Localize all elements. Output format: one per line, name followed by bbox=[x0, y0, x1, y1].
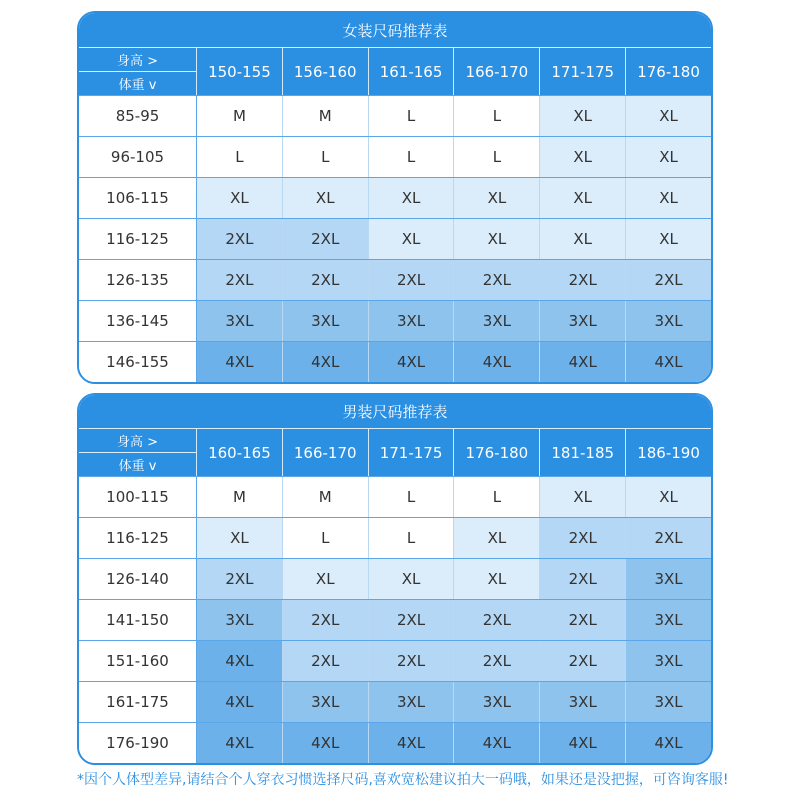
size-cell: 4XL bbox=[282, 342, 368, 382]
size-cell: XL bbox=[368, 178, 454, 218]
women-size-table bbox=[77, 11, 713, 384]
table-row bbox=[79, 681, 711, 722]
size-cell: XL bbox=[282, 559, 368, 599]
weight-range-label: 151-160 bbox=[79, 641, 196, 681]
size-cell: L bbox=[282, 518, 368, 558]
size-cell: 3XL bbox=[539, 301, 625, 341]
height-range-header: 181-185 bbox=[539, 429, 625, 476]
size-cell: 3XL bbox=[625, 559, 711, 599]
size-cell: XL bbox=[625, 96, 711, 136]
weight-range-label: 176-190 bbox=[79, 723, 196, 763]
table-row bbox=[79, 136, 711, 177]
weight-range-label: 100-115 bbox=[79, 477, 196, 517]
size-cell: L bbox=[453, 477, 539, 517]
size-cell: 4XL bbox=[625, 723, 711, 763]
size-cell: XL bbox=[453, 559, 539, 599]
size-cell: XL bbox=[625, 137, 711, 177]
size-cell: XL bbox=[368, 559, 454, 599]
table-row bbox=[79, 300, 711, 341]
height-range-header: 156-160 bbox=[282, 48, 368, 95]
size-cell: L bbox=[368, 137, 454, 177]
size-cell: 4XL bbox=[196, 342, 282, 382]
size-cell: 2XL bbox=[282, 600, 368, 640]
size-cell: 4XL bbox=[196, 682, 282, 722]
size-cell: 2XL bbox=[196, 260, 282, 300]
table-row bbox=[79, 599, 711, 640]
table-row bbox=[79, 517, 711, 558]
size-cell: 3XL bbox=[625, 600, 711, 640]
height-axis-label: 身高 > bbox=[79, 48, 196, 72]
weight-range-label: 136-145 bbox=[79, 301, 196, 341]
size-cell: 4XL bbox=[196, 641, 282, 681]
size-cell: 4XL bbox=[368, 723, 454, 763]
height-range-header: 150-155 bbox=[196, 48, 282, 95]
size-cell: 4XL bbox=[625, 342, 711, 382]
size-cell: L bbox=[196, 137, 282, 177]
height-axis-label: 身高 > bbox=[79, 429, 196, 453]
size-cell: M bbox=[282, 477, 368, 517]
weight-axis-label: 体重 v bbox=[118, 78, 157, 93]
size-cell: 3XL bbox=[539, 682, 625, 722]
weight-range-label: 126-140 bbox=[79, 559, 196, 599]
size-cell: XL bbox=[453, 518, 539, 558]
size-cell: 4XL bbox=[539, 723, 625, 763]
size-cell: 3XL bbox=[625, 641, 711, 681]
table-title: 男装尺码推荐表 bbox=[79, 395, 711, 429]
table-row bbox=[79, 722, 711, 763]
table-row bbox=[79, 218, 711, 259]
size-cell: M bbox=[282, 96, 368, 136]
weight-range-label: 146-155 bbox=[79, 342, 196, 382]
size-cell: 4XL bbox=[196, 723, 282, 763]
table-row bbox=[79, 259, 711, 300]
size-cell: 4XL bbox=[453, 723, 539, 763]
weight-range-label: 141-150 bbox=[79, 600, 196, 640]
size-cell: 2XL bbox=[625, 260, 711, 300]
size-cell: XL bbox=[539, 137, 625, 177]
size-cell: 3XL bbox=[196, 301, 282, 341]
weight-range-label: 96-105 bbox=[79, 137, 196, 177]
size-cell: XL bbox=[539, 178, 625, 218]
size-cell: 3XL bbox=[453, 682, 539, 722]
size-cell: 2XL bbox=[453, 260, 539, 300]
size-cell: XL bbox=[539, 96, 625, 136]
height-range-header: 176-180 bbox=[453, 429, 539, 476]
size-cell: 4XL bbox=[453, 342, 539, 382]
size-cell: 2XL bbox=[282, 260, 368, 300]
size-cell: 3XL bbox=[196, 600, 282, 640]
size-cell: L bbox=[453, 137, 539, 177]
size-cell: XL bbox=[539, 219, 625, 259]
size-cell: 2XL bbox=[282, 641, 368, 681]
size-cell: 2XL bbox=[196, 559, 282, 599]
size-cell: 2XL bbox=[539, 559, 625, 599]
size-cell: 4XL bbox=[282, 723, 368, 763]
corner-cell bbox=[79, 429, 196, 476]
size-cell: 2XL bbox=[368, 260, 454, 300]
size-cell: L bbox=[368, 518, 454, 558]
weight-range-label: 161-175 bbox=[79, 682, 196, 722]
size-cell: 2XL bbox=[625, 518, 711, 558]
height-range-header: 171-175 bbox=[539, 48, 625, 95]
height-range-header: 166-170 bbox=[453, 48, 539, 95]
table-row bbox=[79, 177, 711, 218]
size-cell: 3XL bbox=[368, 301, 454, 341]
height-range-header: 166-170 bbox=[282, 429, 368, 476]
size-cell: 2XL bbox=[368, 641, 454, 681]
size-cell: XL bbox=[368, 219, 454, 259]
size-cell: 2XL bbox=[453, 600, 539, 640]
size-cell: XL bbox=[196, 518, 282, 558]
footnote-text: *因个人体型差异,请结合个人穿衣习惯选择尺码,喜欢宽松建议拍大一码哦，如果还是没把握，可咨询客服! bbox=[77, 772, 729, 788]
size-cell: XL bbox=[196, 178, 282, 218]
size-cell: XL bbox=[625, 219, 711, 259]
table-row bbox=[79, 558, 711, 599]
size-cell: 3XL bbox=[625, 301, 711, 341]
header-row bbox=[79, 429, 711, 476]
size-cell: 3XL bbox=[282, 301, 368, 341]
weight-axis-label: 体重 v bbox=[118, 459, 157, 474]
size-cell: XL bbox=[453, 178, 539, 218]
size-cell: XL bbox=[539, 477, 625, 517]
corner-cell bbox=[79, 48, 196, 95]
table-row bbox=[79, 341, 711, 382]
size-cell: XL bbox=[625, 477, 711, 517]
table-row bbox=[79, 640, 711, 681]
men-size-table bbox=[77, 393, 713, 765]
height-range-header: 176-180 bbox=[625, 48, 711, 95]
size-cell: 2XL bbox=[539, 260, 625, 300]
size-cell: M bbox=[196, 96, 282, 136]
height-range-header: 171-175 bbox=[368, 429, 454, 476]
size-cell: 3XL bbox=[282, 682, 368, 722]
size-cell: XL bbox=[625, 178, 711, 218]
size-cell: L bbox=[368, 477, 454, 517]
header-row bbox=[79, 48, 711, 95]
size-cell: XL bbox=[453, 219, 539, 259]
size-cell: L bbox=[282, 137, 368, 177]
table-row bbox=[79, 476, 711, 517]
weight-range-label: 116-125 bbox=[79, 518, 196, 558]
size-cell: 2XL bbox=[539, 600, 625, 640]
weight-range-label: 126-135 bbox=[79, 260, 196, 300]
size-cell: 2XL bbox=[282, 219, 368, 259]
size-cell: L bbox=[453, 96, 539, 136]
size-cell: L bbox=[368, 96, 454, 136]
table-row bbox=[79, 95, 711, 136]
size-cell: 3XL bbox=[453, 301, 539, 341]
size-cell: 2XL bbox=[368, 600, 454, 640]
height-range-header: 186-190 bbox=[625, 429, 711, 476]
table-title: 女装尺码推荐表 bbox=[79, 13, 711, 48]
size-cell: 2XL bbox=[453, 641, 539, 681]
size-cell: M bbox=[196, 477, 282, 517]
size-cell: 3XL bbox=[368, 682, 454, 722]
weight-range-label: 116-125 bbox=[79, 219, 196, 259]
size-cell: XL bbox=[282, 178, 368, 218]
size-cell: 2XL bbox=[196, 219, 282, 259]
size-cell: 4XL bbox=[539, 342, 625, 382]
weight-range-label: 85-95 bbox=[79, 96, 196, 136]
size-cell: 2XL bbox=[539, 518, 625, 558]
size-cell: 3XL bbox=[625, 682, 711, 722]
size-cell: 2XL bbox=[539, 641, 625, 681]
weight-range-label: 106-115 bbox=[79, 178, 196, 218]
height-range-header: 161-165 bbox=[368, 48, 454, 95]
height-range-header: 160-165 bbox=[196, 429, 282, 476]
size-cell: 4XL bbox=[368, 342, 454, 382]
